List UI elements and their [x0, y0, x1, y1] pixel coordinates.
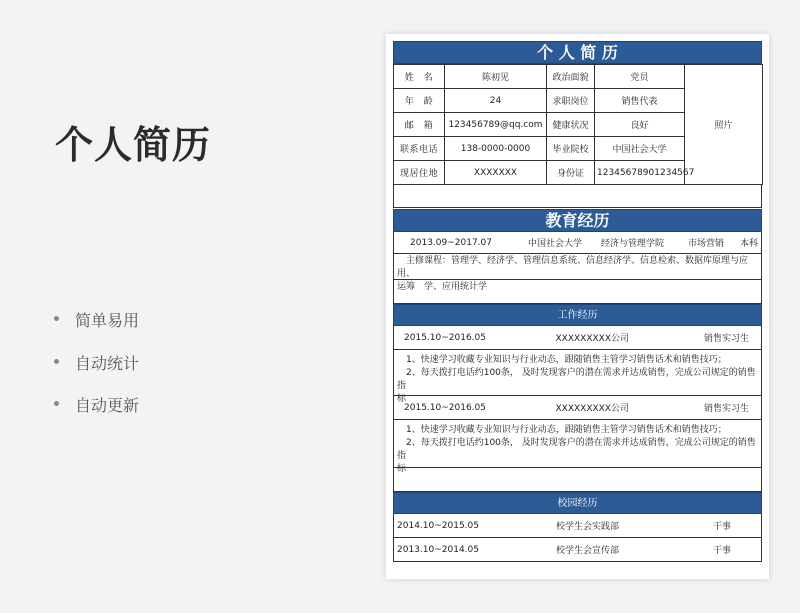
- spacer-row: [393, 468, 762, 492]
- page-title: 个人简历: [55, 123, 212, 167]
- email-label: 邮 箱: [394, 113, 445, 137]
- politics-label: 政治面貌: [547, 65, 595, 89]
- email-value: 123456789@qq.com: [445, 113, 547, 137]
- address-label: 现居住地: [394, 161, 445, 185]
- feature-item: 自动更新: [54, 393, 139, 436]
- bullet-icon: [54, 316, 59, 321]
- spacer-row: [393, 185, 762, 208]
- politics-value: 党员: [595, 65, 685, 89]
- work-description: 1、快速学习收藏专业知识与行业动态，跟随销售主管学习销售话术和销售技巧； 2、每天拨打电话约100条， 及时发现客户的潜在需求并达成销售，完成公司规定的销售指 标: [393, 350, 762, 396]
- school-label: 毕业院校: [547, 137, 595, 161]
- work-title: 工作经历: [393, 304, 762, 326]
- id-value: 12345678901234567: [595, 161, 685, 185]
- resume-title: 个 人 简 历: [393, 41, 762, 64]
- campus-row: 2014.10~2015.05 校学生会实践部 干事: [393, 514, 762, 538]
- personal-info-table: [393, 64, 763, 185]
- education-courses: 主修课程：管理学、经济学、管理信息系统、信息经济学、信息检索、数据库原理与应用、 运筹 学、应用统计学: [393, 254, 762, 280]
- work-description: 1、快速学习收藏专业知识与行业动态，跟随销售主管学习销售话术和销售技巧； 2、每天拨打电话约100条， 及时发现客户的潜在需求并达成销售，完成公司规定的销售指 标: [393, 420, 762, 468]
- address-value: XXXXXXX: [445, 161, 547, 185]
- school-value: 中国社会大学: [595, 137, 685, 161]
- resume-sheet: [393, 41, 762, 562]
- phone-value: 138-0000-0000: [445, 137, 547, 161]
- health-label: 健康状况: [547, 113, 595, 137]
- name-label: 姓 名: [394, 65, 445, 89]
- education-row: 2013.09~2017.07 中国社会大学 经济与管理学院 市场营销 本科: [393, 232, 762, 254]
- age-label: 年 龄: [394, 89, 445, 113]
- feature-item: 简单易用: [54, 308, 139, 351]
- resume-preview: [386, 34, 769, 579]
- feature-list: [54, 308, 139, 436]
- photo-cell: 照片: [685, 65, 763, 185]
- work-row: 2015.10~2016.05 XXXXXXXXX公司 销售实习生: [393, 326, 762, 350]
- bullet-icon: [54, 401, 59, 406]
- work-row: 2015.10~2016.05 XXXXXXXXX公司 销售实习生: [393, 396, 762, 420]
- education-title: 教育经历: [393, 209, 762, 232]
- age-value: 24: [445, 89, 547, 113]
- job-value: 销售代表: [595, 89, 685, 113]
- health-value: 良好: [595, 113, 685, 137]
- campus-row: 2013.10~2014.05 校学生会宣传部 干事: [393, 538, 762, 562]
- phone-label: 联系电话: [394, 137, 445, 161]
- feature-item: 自动统计: [54, 351, 139, 394]
- job-label: 求职岗位: [547, 89, 595, 113]
- campus-title: 校园经历: [393, 492, 762, 514]
- name-value: 陈初见: [445, 65, 547, 89]
- id-label: 身份证: [547, 161, 595, 185]
- bullet-icon: [54, 359, 59, 364]
